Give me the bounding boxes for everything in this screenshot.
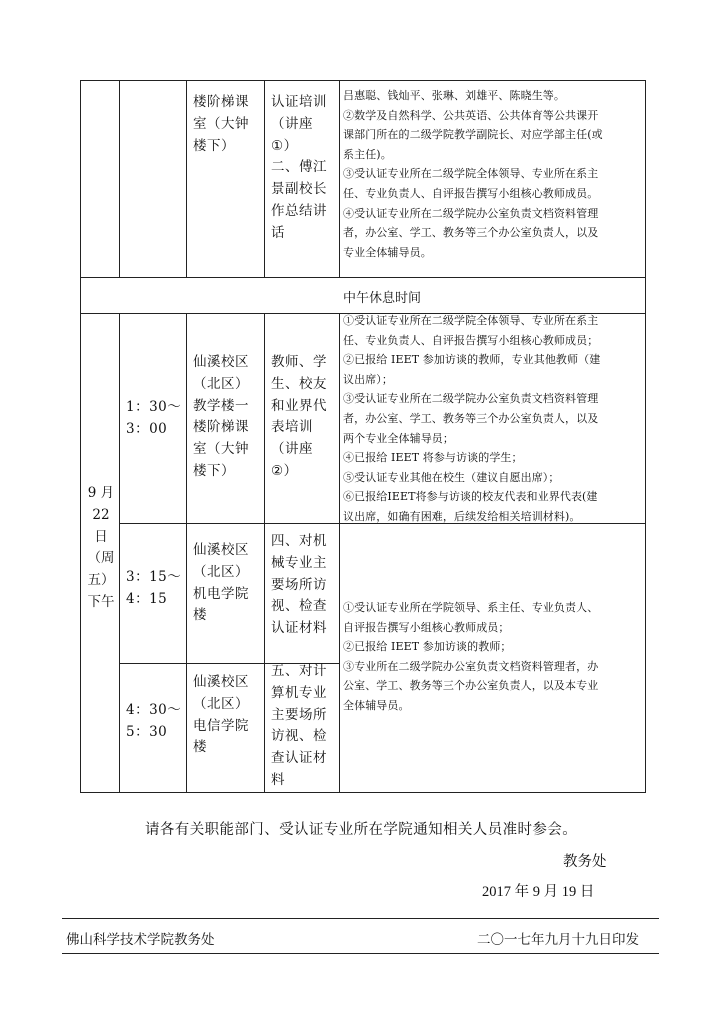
signature-date: 2017 年 9 月 19 日: [482, 884, 595, 900]
row2-time: 1：30～ 3：00: [126, 399, 182, 437]
row3-time: 3：15～ 4：15: [126, 569, 182, 607]
row1-venue: 楼阶梯课 室（大钟 楼下）: [193, 94, 249, 154]
row4-time: 4：30～ 5：30: [126, 702, 182, 740]
row2-venue: 仙溪校区 （北区） 教学楼一 楼阶梯课 室（大钟 楼下）: [193, 354, 249, 479]
row3-content: 四、对机 械专业主 要场所访 视、检查 认证材料: [271, 533, 327, 637]
footer-bottom-rule: [62, 953, 659, 954]
lunch-break-label: 中午休息时间: [342, 291, 421, 306]
row2-attendees: ①受认证专业所在二级学院全体领导、专业所在系主 任、专业负责人、自评报告撰写小组核心教师成员； ②已报给 IEET 参加访谈的教师，专业其他教师（建 议出席）； ③受认证专业所在二级学院办公室负责文档资料管理 者，办公室、学工、教务等三个办公室负责人，以及 两个专业全体辅导员； ④已报给 IEET 将参与访谈的学生； ⑤受认证专业其他在校生（建议自愿出席）； ⑥已报给IEET将参与访谈的校友代表和业界代表(建 议出席，如确有困难，后续发给相关培训材料)。: [343, 314, 601, 523]
footer-print-date: 二〇一七年九月十九日印发: [477, 932, 639, 948]
row2-content: 教师、学 生、校友 和业界代 表培训 （讲座 ②）: [271, 354, 327, 479]
row1-content: 认证培训 （讲座 ①） 二、傅江 景副校长 作总结讲 话: [271, 94, 327, 241]
row1-attendees: 吕惠聪、钱灿平、张琳、刘雄平、陈晓生等。 ②数学及自然科学、公共英语、公共体育等公共课开 课部门所在的二级学院教学副院长、对应学部主任(或 系主任)。 ③受认证专业所在二级学院全体领导、专业所在系主 任、专业负责人、自评报告撰写小组核心教师成员。 ④受认证专业所在二级学院办公室负责文档资料管理 者，办公室、学工、教务等三个办公室负责人，以及 专业全体辅导员。: [343, 89, 603, 259]
day-label: 9 月 22 日 （周 五） 下午: [87, 485, 115, 610]
notice-text: 请各有关职能部门、受认证专业所在学院通知相关人员准时参会。: [145, 822, 578, 838]
row4-venue: 仙溪校区 （北区） 电信学院 楼: [193, 674, 249, 756]
rows34-attendees: ①受认证专业所在学院领导、系主任、专业负责人、 自评报告撰写小组核心教师成员； ②已报给 IEET 参加访谈的教师； ③专业所在二级学院办公室负责文档资料管理者，办 公室、学工、教务等三个办公室负责人，以及本专业 全体辅导员。: [343, 601, 599, 712]
footer-issuer: 佛山科学技术学院教务处: [66, 932, 215, 948]
signature-office: 教务处: [563, 854, 607, 870]
row3-venue: 仙溪校区 （北区） 机电学院 楼: [193, 542, 249, 624]
row4-content: 五、对计 算机专业 主要场所 访视、检 查认证材 料: [271, 663, 327, 788]
footer-top-rule: [62, 918, 659, 919]
